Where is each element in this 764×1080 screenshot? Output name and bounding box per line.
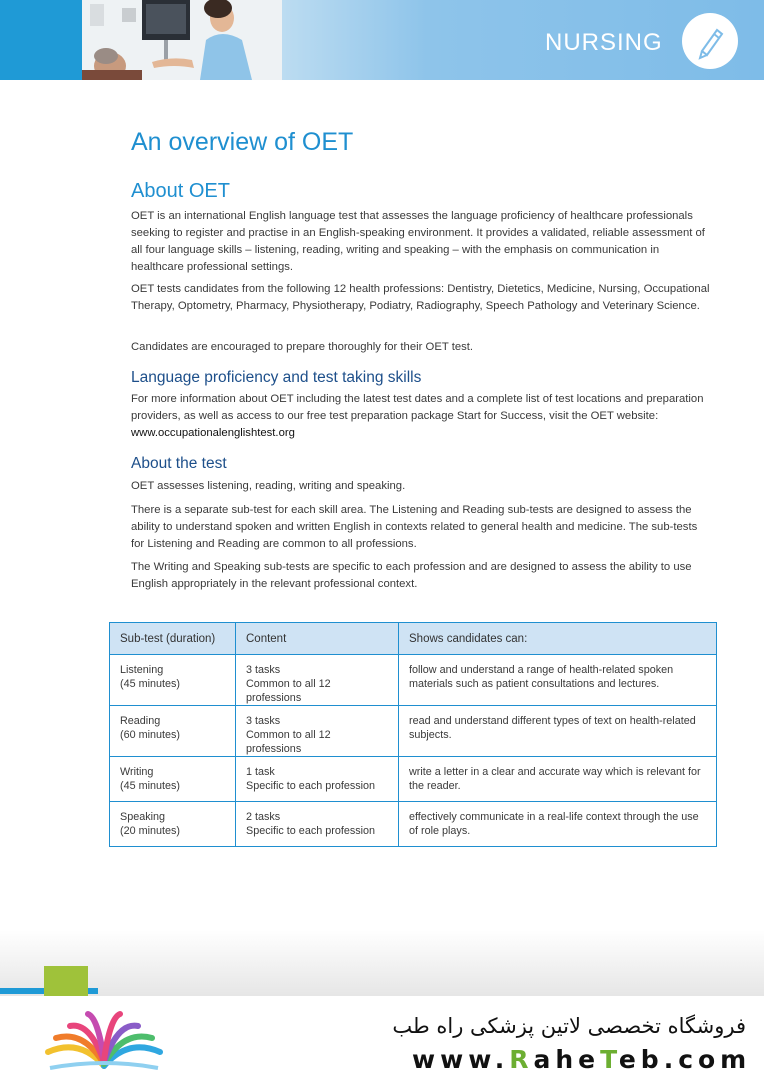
subtest-name: Speaking — [120, 811, 166, 823]
url-suffix: eb.com — [618, 1045, 752, 1074]
subtest-duration: (60 minutes) — [120, 729, 181, 741]
task-count: 3 tasks — [246, 715, 281, 727]
about-paragraph-2: OET tests candidates from the following 12 health professions: Dentistry, Dietetics, Medicine, Nursing, Occupational Therapy, Optometry, Pharmacy, Physiotherapy, Podiatry, Radiography, Speech Pathology and Veterinary Science. — [131, 283, 710, 312]
footer-blue-stripe — [88, 988, 98, 994]
language-text: For more information about OET including the latest test dates and a complete list of test locations and preparation providers, as well as access to our free test preparation package Start for Success, visit the OET website: — [131, 393, 704, 422]
test-paragraph-3: The Writing and Speaking sub-tests are specific to each profession and are designed to assess the ability to use English appropriately in the relevant professional context. — [131, 561, 692, 590]
subtest-cell — [110, 655, 236, 706]
table-header-row — [110, 623, 717, 655]
column-header-content: Content — [236, 623, 399, 655]
content-cell — [236, 655, 399, 706]
category-label: NURSING — [545, 29, 663, 56]
about-test-heading: About the test — [131, 455, 227, 472]
shows-cell: write a letter in a clear and accurate way which is relevant for the reader. — [399, 757, 717, 802]
table-row — [110, 802, 717, 847]
subtest-cell — [110, 706, 236, 757]
nurse-patient-illustration — [82, 0, 282, 80]
subtest-cell — [110, 757, 236, 802]
subtest-table — [109, 622, 717, 847]
footer-blue-stripe — [0, 988, 44, 994]
open-book-icon — [40, 1008, 170, 1076]
oet-website-link[interactable]: www.occupationalenglishtest.org — [131, 427, 295, 439]
url-letter: T — [600, 1045, 619, 1074]
url-letter: e — [578, 1045, 601, 1074]
task-scope: Common to all 12 professions — [246, 678, 331, 704]
table-row — [110, 655, 717, 706]
test-paragraph-1: OET assesses listening, reading, writing and speaking. — [131, 480, 406, 492]
footer-shade — [0, 930, 764, 996]
header-blue-block — [0, 0, 82, 80]
url-prefix: www. — [412, 1045, 510, 1074]
about-paragraph-1: OET is an international English language test that assesses the language proficiency of healthcare professionals seeking to register and practise in an English-speaking environment. It provides a validated, reliable assessment of all four language skills – listening, reading, writing and speaking – with the emphasis on communication in healthcare professional settings. — [131, 210, 705, 273]
pencil-icon — [682, 13, 738, 69]
shows-cell: follow and understand a range of health-related spoken materials such as patient consultations and lectures. — [399, 655, 717, 706]
column-header-subtest: Sub-test (duration) — [110, 623, 236, 655]
about-paragraph-3: Candidates are encouraged to prepare thoroughly for their OET test. — [131, 341, 474, 353]
subtest-name: Writing — [120, 766, 154, 778]
subtest-name: Reading — [120, 715, 161, 727]
table-row — [110, 757, 717, 802]
task-scope: Common to all 12 professions — [246, 729, 331, 755]
subtest-duration: (20 minutes) — [120, 825, 181, 837]
about-heading: About OET — [131, 180, 230, 202]
shows-cell: read and understand different types of text on health-related subjects. — [399, 706, 717, 757]
footer-green-block — [44, 966, 88, 996]
subtest-duration: (45 minutes) — [120, 678, 181, 690]
content-cell — [236, 706, 399, 757]
table-row — [110, 706, 717, 757]
task-scope: Specific to each profession — [246, 825, 376, 837]
subtest-duration: (45 minutes) — [120, 780, 181, 792]
subtest-cell — [110, 802, 236, 847]
pencil-badge — [682, 13, 738, 69]
url-letter: a — [533, 1045, 556, 1074]
language-heading: Language proficiency and test taking skills — [131, 369, 422, 386]
content-cell — [236, 802, 399, 847]
subtest-name: Listening — [120, 664, 164, 676]
task-scope: Specific to each profession — [246, 780, 376, 792]
shows-cell: effectively communicate in a real-life context through the use of role plays. — [399, 802, 717, 847]
url-letter: R — [509, 1045, 534, 1074]
header-photo — [82, 0, 282, 80]
column-header-shows: Shows candidates can: — [399, 623, 717, 655]
url-letter: h — [555, 1045, 579, 1074]
site-url — [412, 1045, 751, 1074]
task-count: 1 task — [246, 766, 275, 778]
language-paragraph — [131, 391, 711, 442]
task-count: 3 tasks — [246, 664, 281, 676]
page-header — [0, 0, 764, 80]
page-title: An overview of OET — [131, 128, 354, 156]
book-logo — [40, 1008, 170, 1076]
task-count: 2 tasks — [246, 811, 281, 823]
test-paragraph-2: There is a separate sub-test for each skill area. The Listening and Reading sub-tests are designed to assess the ability to understand spoken and written English in contexts related to general health and medicine. The sub-tests for Listening and Reading are common to all professions. — [131, 504, 698, 550]
content-cell — [236, 757, 399, 802]
store-name: فروشگاه تخصصی لاتین پزشکی راه طب — [392, 1014, 746, 1038]
